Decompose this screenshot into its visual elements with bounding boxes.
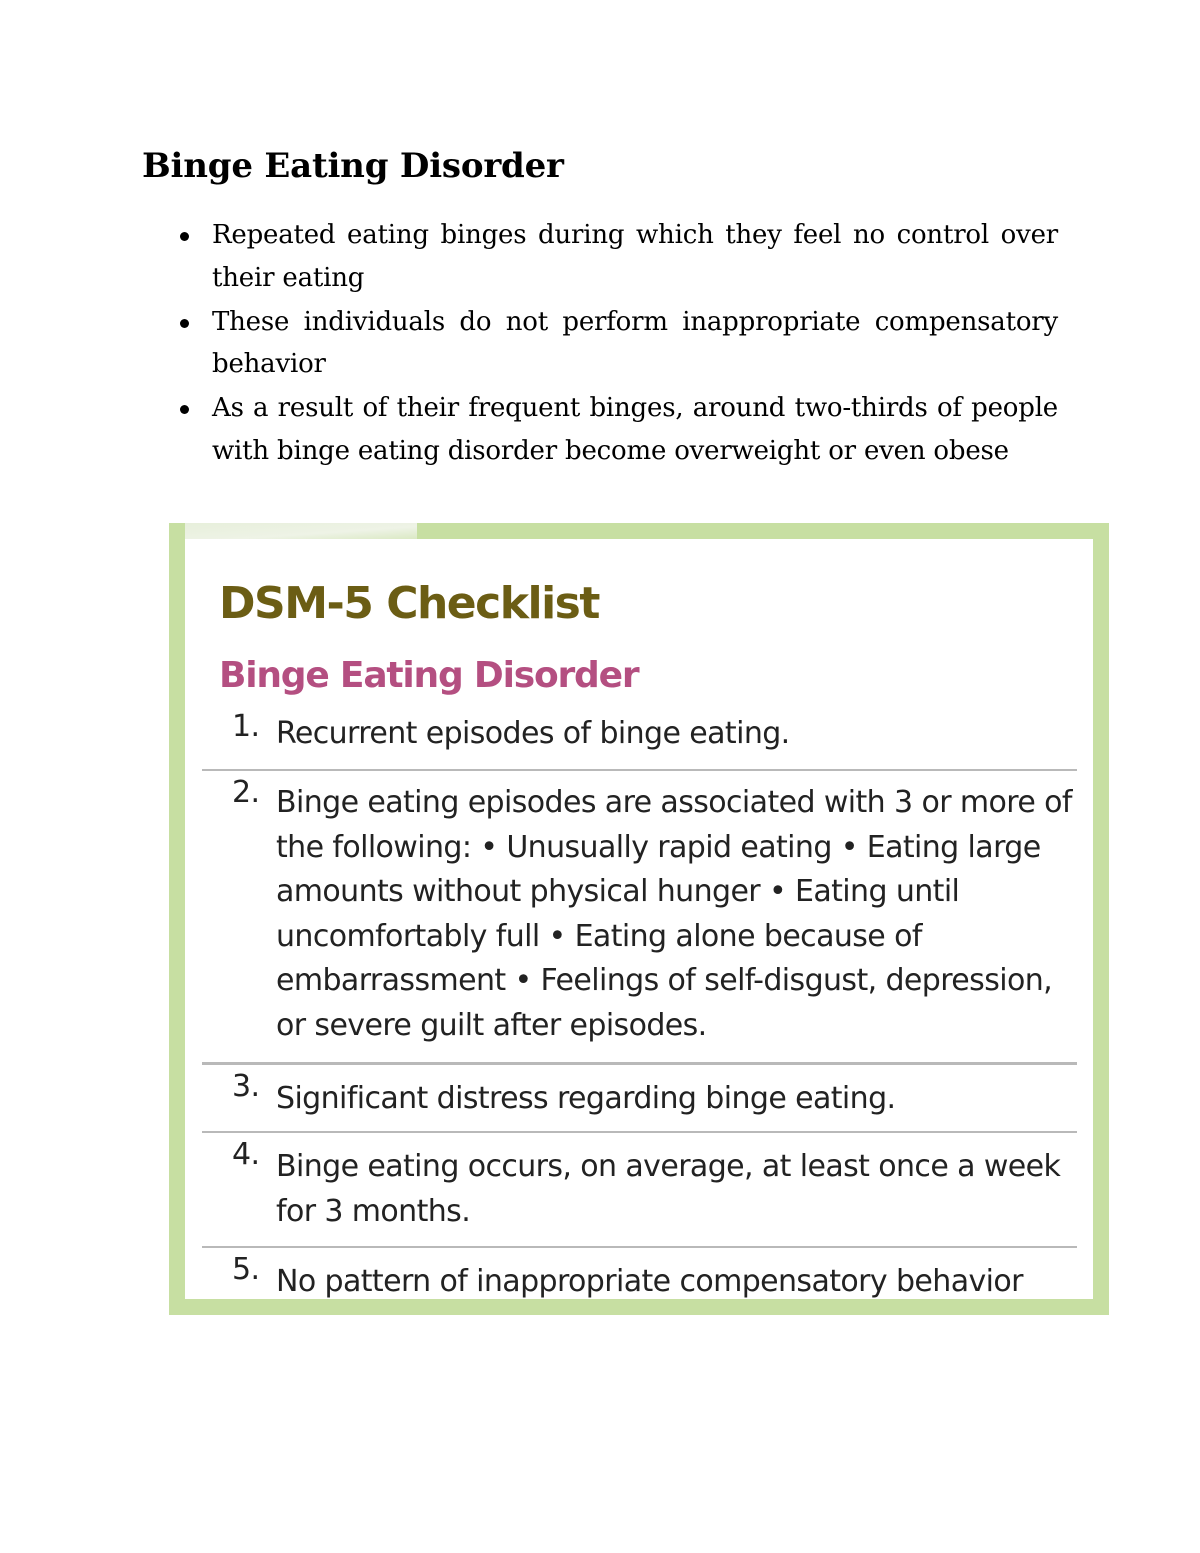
criterion-number: 1. (232, 709, 260, 744)
criterion-item (202, 705, 1077, 771)
criterion-text: Binge eating occurs, on average, at least once a week for 3 months. (276, 1149, 1061, 1229)
criteria-list (202, 705, 1077, 1308)
criterion-number: 4. (232, 1137, 260, 1172)
criterion-item (202, 1133, 1077, 1248)
criterion-number: 2. (232, 775, 260, 810)
criterion-text: Significant distress regarding binge eating. (276, 1081, 896, 1116)
checklist-panel (185, 539, 1093, 1299)
page-heading: Binge Eating Disorder (142, 146, 564, 186)
criterion-item (202, 1248, 1077, 1308)
dsm5-checklist-figure (169, 523, 1109, 1315)
criterion-number: 5. (232, 1252, 260, 1287)
criterion-item (202, 1065, 1077, 1133)
checklist-subtitle: Binge Eating Disorder (219, 655, 639, 696)
criterion-number: 3. (232, 1069, 260, 1104)
criterion-text: Recurrent episodes of binge eating. (276, 716, 790, 751)
bullet-item: Repeated eating binges during which they feel no control over their eating (212, 214, 1058, 299)
bullet-item: These individuals do not perform inappropriate compensatory behavior (212, 301, 1058, 386)
summary-bullet-list (212, 214, 1058, 474)
checklist-title: DSM-5 Checklist (219, 578, 599, 629)
criterion-text: No pattern of inappropriate compensatory behavior (276, 1264, 1023, 1299)
bullet-item: As a result of their frequent binges, around two-thirds of people with binge eating disorder become overweight or even obese (212, 387, 1058, 472)
criterion-item (202, 771, 1077, 1065)
criterion-text: Binge eating episodes are associated with 3 or more of the following: • Unusually rapid eating • Eating large amounts without physical hunger • Eating until uncomfortably full • Eating alone because of embarrassment • Feelings of self-disgust, depression, or severe guilt after episodes. (276, 785, 1072, 1043)
